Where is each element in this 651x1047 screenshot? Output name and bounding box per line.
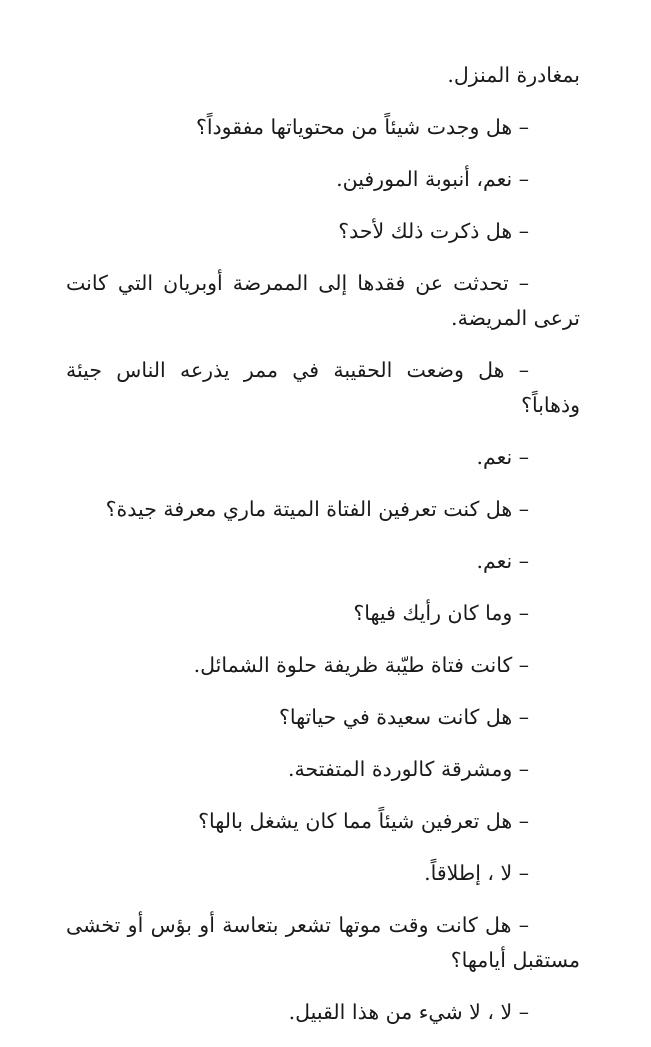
dialogue-line: – هل وجدت شيئاً من محتوياتها مفقوداً؟ bbox=[195, 115, 529, 139]
dialogue-line: – نعم. bbox=[476, 549, 529, 573]
dialogue-line: – لا ، إطلاقاً. bbox=[424, 861, 529, 885]
dialogue-line: – هل وضعت الحقيبة في ممر يذرعه الناس جيئة وذهاباً؟ bbox=[66, 358, 580, 417]
paragraph-continuation: بمغادرة المنزل. bbox=[447, 63, 580, 87]
dialogue-line: – هل تعرفين شيئاً مما كان يشغل بالها؟ bbox=[198, 809, 529, 833]
dialogue-line: – تحدثت عن فقدها إلى الممرضة أوبريان التي كانت ترعى المريضة. bbox=[66, 271, 580, 330]
dialogue-line: – هل ذكرت ذلك لأحد؟ bbox=[338, 219, 529, 243]
dialogue-line: – نعم، أنبوبة المورفين. bbox=[336, 167, 529, 191]
dialogue-line: – كانت فتاة طيّبة ظريفة حلوة الشمائل. bbox=[193, 653, 529, 677]
dialogue-text bbox=[66, 58, 580, 1047]
dialogue-line: – هل كانت سعيدة في حياتها؟ bbox=[278, 705, 529, 729]
dialogue-line: – لا ، لا شيء من هذا القبيل. bbox=[288, 1000, 529, 1024]
dialogue-line: – وما كان رأيك فيها؟ bbox=[353, 601, 529, 625]
dialogue-line: – نعم. bbox=[476, 445, 529, 469]
dialogue-line: – ومشرقة كالوردة المتفتحة. bbox=[288, 757, 529, 781]
dialogue-line: – هل كانت وقت موتها تشعر بتعاسة أو بؤس أو تخشى مستقبل أيامها؟ bbox=[66, 913, 580, 972]
dialogue-line: – هل كنت تعرفين الفتاة الميتة ماري معرفة جيدة؟ bbox=[105, 497, 529, 521]
